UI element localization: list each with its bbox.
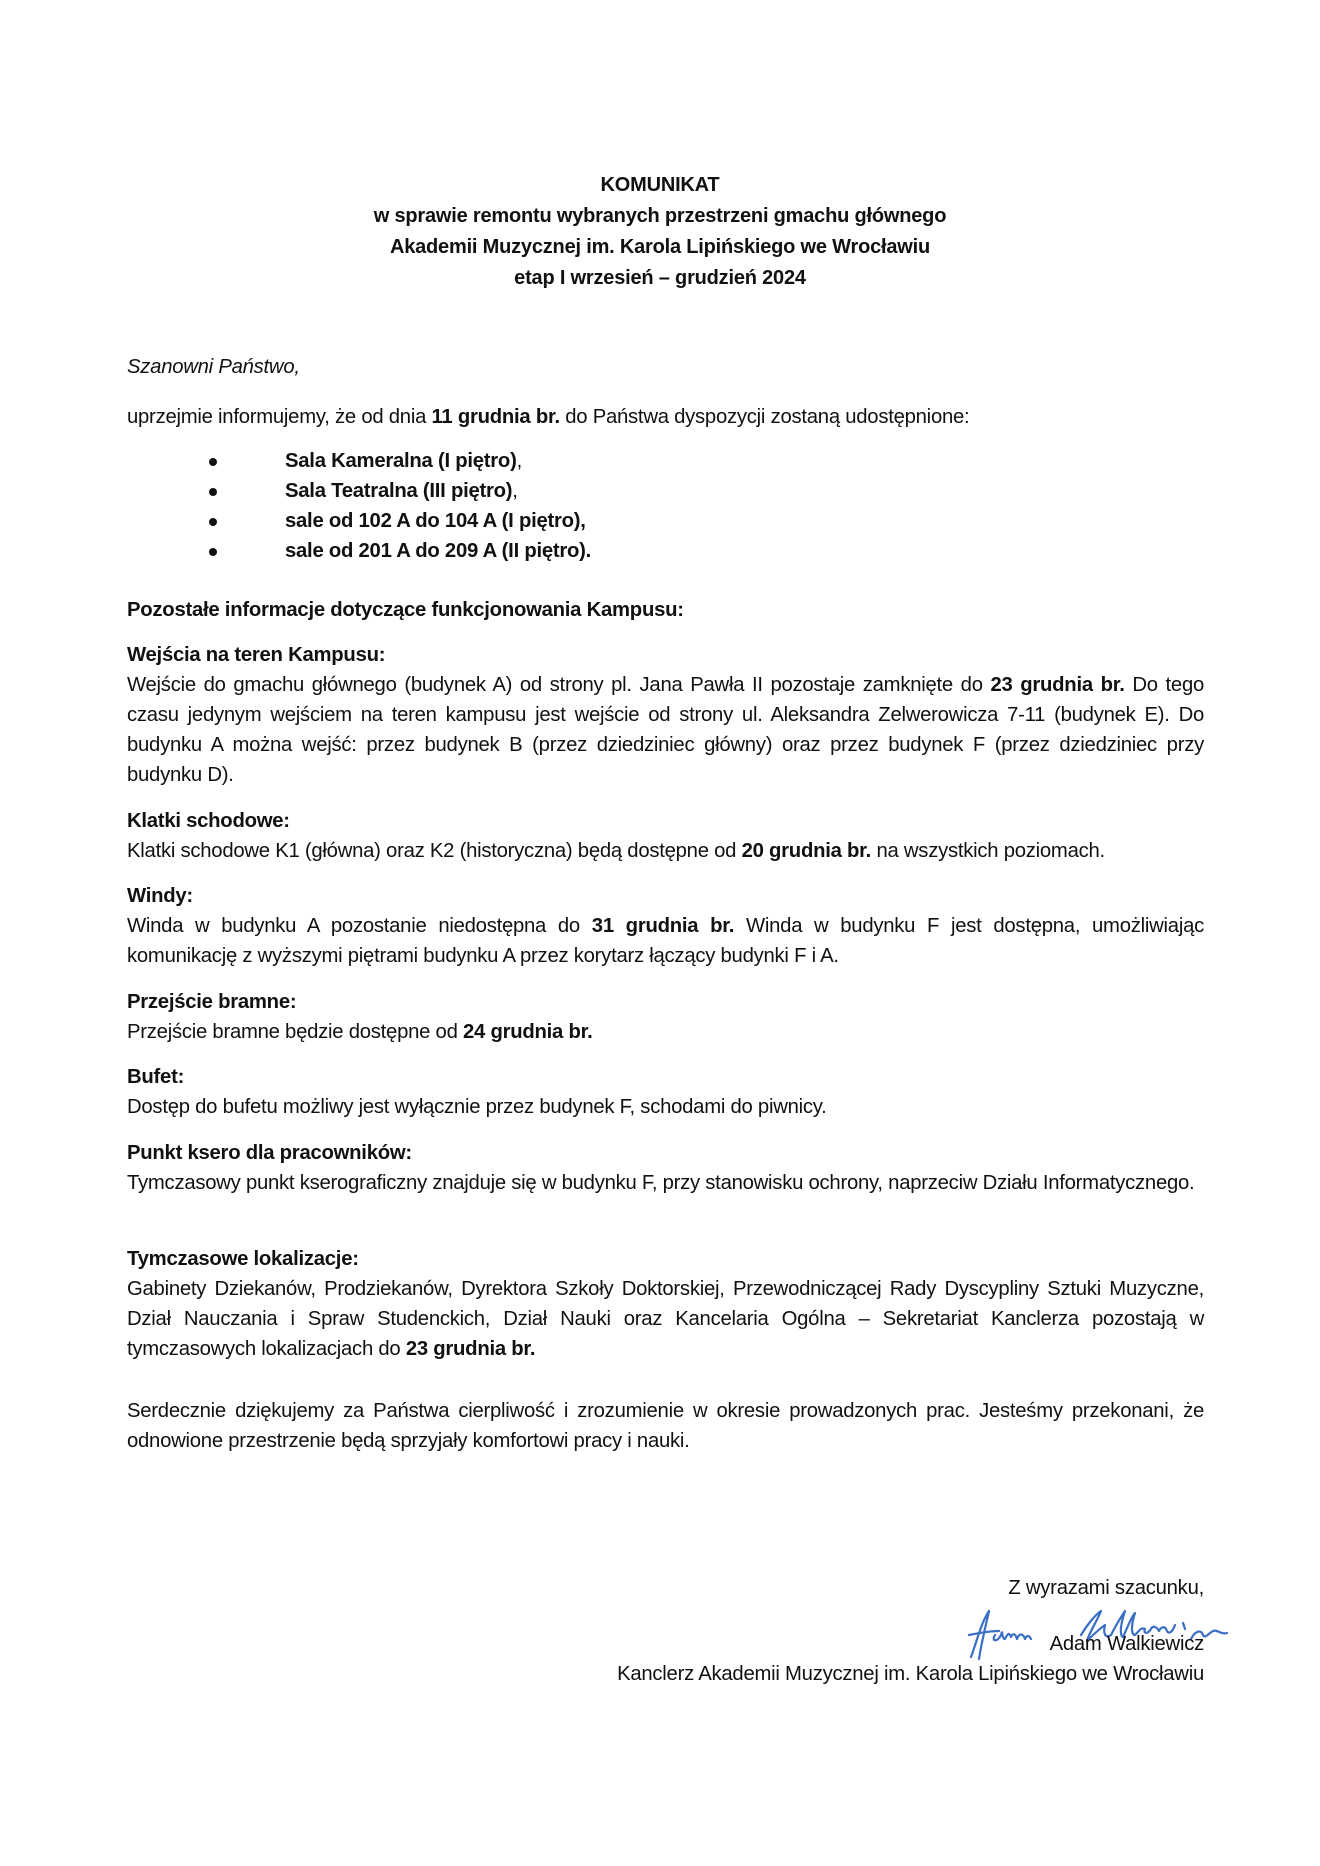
document-subtitle-line: w sprawie remontu wybranych przestrzeni gmachu głównego — [373, 205, 947, 227]
section-text: Dostęp do bufetu możliwy jest wyłącznie przez budynek F, schodami do piwnicy. — [127, 1096, 827, 1118]
list-item: Sala Kameralna (I piętro), — [127, 446, 927, 476]
bullet-icon — [209, 518, 217, 526]
section-text: Przejście bramne będzie dostępne od 24 grudnia br. — [127, 1021, 593, 1043]
section-entrances — [127, 640, 1204, 790]
section-title: Punkt ksero dla pracowników: — [127, 1142, 412, 1164]
list-item: sale od 201 A do 209 A (II piętro). — [127, 536, 927, 566]
section-title: Wejścia na teren Kampusu: — [127, 644, 386, 666]
section-temp-locations — [127, 1244, 1204, 1364]
section-title: Przejście bramne: — [127, 991, 297, 1013]
closing-regards: Z wyrazami szacunku, — [1008, 1577, 1204, 1599]
list-item: Sala Teatralna (III piętro), — [127, 476, 927, 506]
section-elevators — [127, 881, 1204, 971]
salutation: Szanowni Państwo, — [127, 356, 300, 378]
document-subtitle-line: Akademii Muzycznej im. Karola Lipińskiego we Wrocławiu — [389, 236, 931, 258]
signature-stroke — [994, 1632, 1031, 1640]
section-buffet — [127, 1062, 1204, 1122]
section-text: Wejście do gmachu głównego (budynek A) od strony pl. Jana Pawła II pozostaje zamknięte do 23 grudnia br. Do tego czasu jedynym wejściem na teren kampusu jest wejście od strony ul. Aleksandra Zelwerowicza 7-11 (budynek E). Do budynku A można wejść: przez budynek B (przez dziedziniec główny) oraz przez budynek F (przez dziedziniec przy budynku D). — [127, 674, 1204, 786]
intro-date: 11 grudnia br. — [431, 406, 560, 428]
section-title: Windy: — [127, 885, 193, 907]
thanks-paragraph: Serdecznie dziękujemy za Państwa cierpliwość i zrozumienie w okresie prowadzonych prac. Jesteśmy przekonani, że odnowione przestrzenie będą sprzyjały komfortowi pracy i nauki. — [127, 1400, 1204, 1452]
section-gate — [127, 987, 1204, 1047]
document-header — [0, 170, 1320, 294]
document-subtitle-line: etap I wrzesień – grudzień 2024 — [514, 267, 806, 289]
list-item: sale od 102 A do 104 A (I piętro), — [127, 506, 927, 536]
section-text: Klatki schodowe K1 (główna) oraz K2 (historyczna) będą dostępne od 20 grudnia br. na wszystkich poziomach. — [127, 840, 1105, 862]
section-title: Tymczasowe lokalizacje: — [127, 1248, 359, 1270]
intro-paragraph: uprzejmie informujemy, że od dnia 11 grudnia br. do Państwa dyspozycji zostaną udostępnione: — [127, 406, 970, 428]
bullet-icon — [209, 488, 217, 496]
bullet-icon — [209, 458, 217, 466]
campus-heading: Pozostałe informacje dotyczące funkcjonowania Kampusu: — [127, 599, 684, 621]
section-stairs — [127, 806, 1204, 866]
section-text: Gabinety Dziekanów, Prodziekanów, Dyrektora Szkoły Doktorskiej, Przewodniczącej Rady Dyscypliny Sztuki Muzyczne, Dział Nauczania i Spraw Studenckich, Dział Nauki oraz Kancelaria Ogólna – Sekretariat Kanclerza pozostają w tymczasowych lokalizacjach do 23 grudnia br. — [127, 1278, 1204, 1360]
signatory-name: Adam Walkiewicz — [1049, 1633, 1204, 1655]
rooms-list — [127, 446, 927, 566]
section-title: Bufet: — [127, 1066, 185, 1088]
bullet-icon — [209, 548, 217, 556]
section-title: Klatki schodowe: — [127, 810, 290, 832]
section-copy-point — [127, 1138, 1204, 1198]
section-text: Tymczasowy punkt kserograficzny znajduje się w budynku F, przy stanowisku ochrony, naprzeciw Działu Informatycznego. — [127, 1172, 1195, 1194]
section-text: Winda w budynku A pozostanie niedostępna do 31 grudnia br. Winda w budynku F jest dostępna, umożliwiając komunikację z wyższymi piętrami budynku A przez korytarz łączący budynki F i A. — [127, 915, 1204, 967]
signatory-role: Kanclerz Akademii Muzycznej im. Karola Lipińskiego we Wrocławiu — [617, 1663, 1204, 1685]
document-title: KOMUNIKAT — [600, 174, 720, 196]
